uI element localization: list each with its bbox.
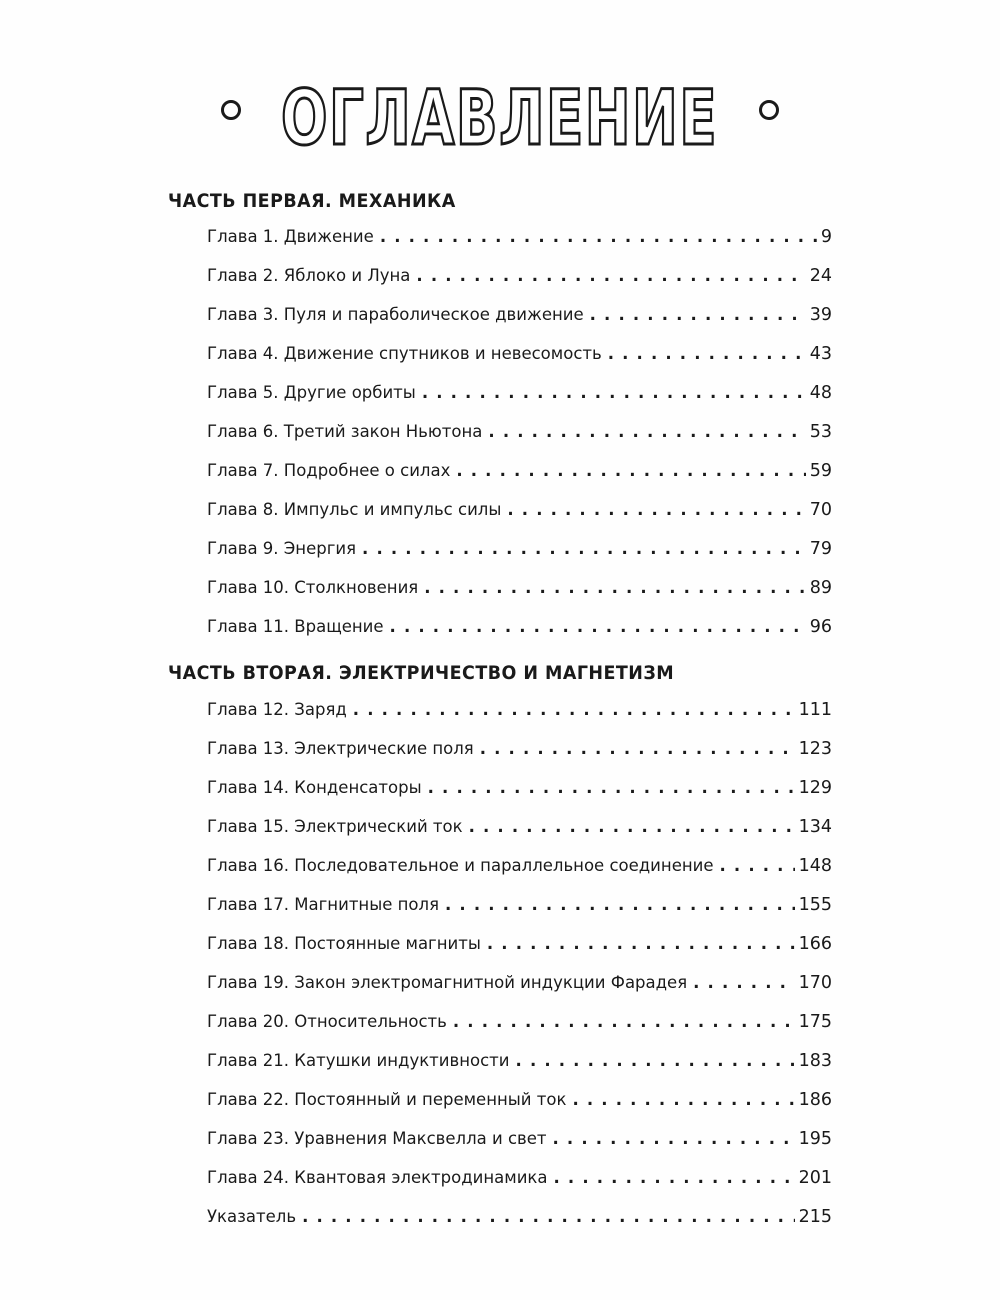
toc-entry[interactable]	[207, 934, 832, 973]
toc-entry-label: Глава 10. Столкновения	[207, 578, 419, 597]
toc-leader-dots	[590, 305, 806, 324]
toc-entry-label: Глава 1. Движение	[207, 227, 374, 246]
toc-entry-label: Глава 21. Катушки индуктивности	[207, 1051, 510, 1070]
toc-list-part-1	[207, 227, 832, 656]
toc-entry-page: 39	[809, 305, 832, 325]
toc-entry[interactable]	[207, 856, 832, 895]
toc-entry-page: 215	[798, 1207, 832, 1227]
toc-entry-index[interactable]	[207, 1207, 832, 1246]
toc-entry-label: Глава 12. Заряд	[207, 700, 347, 719]
toc-leader-dots	[353, 700, 795, 719]
toc-entry-label: Глава 5. Другие орбиты	[207, 383, 416, 402]
toc-entry-label: Глава 9. Энергия	[207, 539, 357, 558]
toc-entry-page: 48	[809, 383, 832, 403]
toc-entry-label: Глава 15. Электрический ток	[207, 817, 463, 836]
toc-entry[interactable]	[207, 383, 832, 422]
toc-entry[interactable]	[207, 500, 832, 539]
toc-entry-page: 183	[798, 1051, 832, 1071]
toc-leader-dots	[480, 739, 795, 758]
toc-entry[interactable]	[207, 578, 832, 617]
toc-entry-page: 111	[798, 700, 832, 720]
toc-entry-page: 166	[798, 934, 832, 954]
toc-entry-label: Глава 11. Вращение	[207, 617, 384, 636]
toc-entry[interactable]	[207, 461, 832, 500]
toc-leader-dots	[453, 1012, 795, 1031]
toc-entry-page: 123	[798, 739, 832, 759]
toc-leader-dots	[553, 1129, 795, 1148]
toc-leader-dots	[456, 461, 805, 480]
toc-leader-dots	[445, 895, 795, 914]
toc-leader-dots	[428, 778, 795, 797]
toc-leader-dots	[469, 817, 795, 836]
toc-entry[interactable]	[207, 227, 832, 266]
toc-entry[interactable]	[207, 539, 832, 578]
toc-leader-dots	[390, 617, 806, 636]
toc-entry[interactable]	[207, 344, 832, 383]
toc-entry-page: 79	[809, 539, 832, 559]
toc-entry[interactable]	[207, 617, 832, 656]
title-left-dot-icon	[221, 100, 241, 120]
toc-entry-label: Глава 14. Конденсаторы	[207, 778, 422, 797]
toc-entry-page: 24	[809, 266, 832, 286]
toc-entry[interactable]	[207, 973, 832, 1012]
toc-entry[interactable]	[207, 305, 832, 344]
toc-entry-label: Глава 23. Уравнения Максвелла и свет	[207, 1129, 547, 1148]
toc-entry-label: Глава 17. Магнитные поля	[207, 895, 439, 914]
toc-entry[interactable]	[207, 266, 832, 305]
toc-leader-dots	[608, 344, 806, 363]
part-heading-1: ЧАСТЬ ПЕРВАЯ. МЕХАНИКА	[168, 190, 456, 212]
toc-leader-dots	[302, 1207, 795, 1226]
toc-entry-label: Глава 19. Закон электромагнитной индукции Фарадея	[207, 973, 688, 992]
toc-entry-page: 9	[820, 227, 832, 247]
toc-leader-dots	[487, 934, 795, 953]
page-title	[0, 68, 1000, 178]
toc-entry-label: Глава 13. Электрические поля	[207, 739, 474, 758]
toc-entry-label: Глава 24. Квантовая электродинамика	[207, 1168, 548, 1187]
title-right-dot-icon	[759, 100, 779, 120]
toc-entry[interactable]	[207, 1168, 832, 1207]
toc-entry[interactable]	[207, 1051, 832, 1090]
toc-entry-page: 170	[798, 973, 832, 993]
toc-entry[interactable]	[207, 817, 832, 856]
toc-entry-label: Указатель	[207, 1207, 297, 1226]
toc-entry[interactable]	[207, 895, 832, 934]
toc-entry[interactable]	[207, 422, 832, 461]
toc-entry-page: 96	[809, 617, 832, 637]
toc-entry-page: 195	[798, 1129, 832, 1149]
toc-entry-page: 43	[809, 344, 832, 364]
toc-list-part-2	[207, 700, 832, 1246]
toc-entry-page: 201	[798, 1168, 832, 1188]
toc-entry-label: Глава 6. Третий закон Ньютона	[207, 422, 483, 441]
toc-leader-dots	[380, 227, 817, 246]
toc-entry-page: 129	[798, 778, 832, 798]
toc-leader-dots	[416, 266, 805, 285]
toc-leader-dots	[720, 856, 795, 875]
toc-entry-label: Глава 3. Пуля и параболическое движение	[207, 305, 584, 324]
toc-entry-label: Глава 20. Относительность	[207, 1012, 447, 1031]
toc-entry[interactable]	[207, 1090, 832, 1129]
toc-leader-dots	[507, 500, 805, 519]
toc-entry-label: Глава 18. Постоянные магниты	[207, 934, 481, 953]
toc-leader-dots	[362, 539, 806, 558]
toc-entry-label: Глава 7. Подробнее о силах	[207, 461, 451, 480]
toc-entry-page: 186	[798, 1090, 832, 1110]
part-heading-2: ЧАСТЬ ВТОРАЯ. ЭЛЕКТРИЧЕСТВО И МАГНЕТИЗМ	[168, 662, 675, 684]
toc-leader-dots	[424, 578, 805, 597]
toc-entry-page: 59	[809, 461, 832, 481]
toc-entry-page: 134	[798, 817, 832, 837]
toc-entry[interactable]	[207, 1012, 832, 1051]
toc-leader-dots	[488, 422, 805, 441]
toc-leader-dots	[693, 973, 794, 992]
toc-entry-page: 175	[798, 1012, 832, 1032]
toc-entry-label: Глава 8. Импульс и импульс силы	[207, 500, 502, 519]
toc-entry[interactable]	[207, 739, 832, 778]
toc-entry-label: Глава 4. Движение спутников и невесомость	[207, 344, 602, 363]
toc-entry-label: Глава 2. Яблоко и Луна	[207, 266, 411, 285]
toc-leader-dots	[554, 1168, 795, 1187]
toc-entry-page: 148	[798, 856, 832, 876]
toc-entry-page: 89	[809, 578, 832, 598]
toc-leader-dots	[572, 1090, 794, 1109]
toc-entry-page: 70	[809, 500, 832, 520]
toc-leader-dots	[422, 383, 806, 402]
toc-leader-dots	[516, 1051, 795, 1070]
toc-entry[interactable]	[207, 700, 832, 739]
toc-entry-page: 53	[809, 422, 832, 442]
toc-entry-page: 155	[798, 895, 832, 915]
toc-entry[interactable]	[207, 1129, 832, 1168]
toc-entry-label: Глава 22. Постоянный и переменный ток	[207, 1090, 567, 1109]
toc-entry[interactable]	[207, 778, 832, 817]
page-title-text: ОГЛАВЛЕНИЕ	[281, 73, 719, 162]
toc-entry-label: Глава 16. Последовательное и параллельное соединение	[207, 856, 714, 875]
